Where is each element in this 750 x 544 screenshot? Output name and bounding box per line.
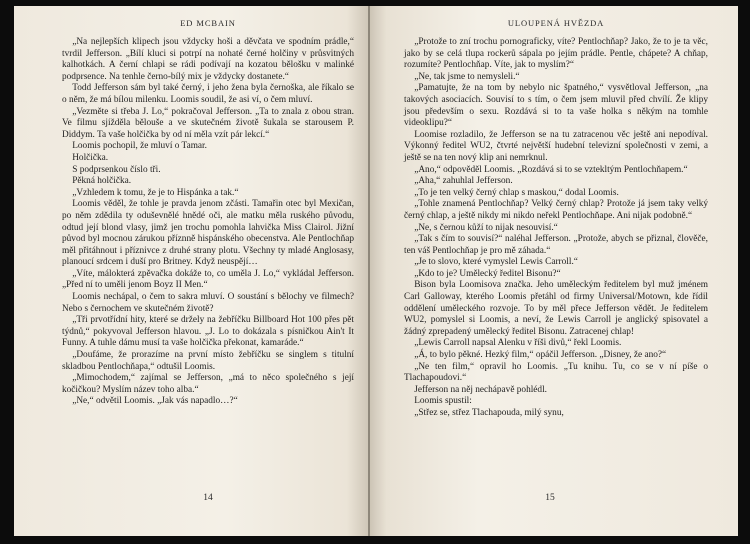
paragraph: Holčička. xyxy=(72,152,109,163)
paragraph: S podprsenkou číslo tři. xyxy=(72,164,161,175)
paragraph: „Střez se, střez Tlachapouda, milý synu, xyxy=(414,408,564,418)
right-page-text xyxy=(404,37,708,420)
paragraph: „Vezměte si třeba J. Lo,“ pokračoval Jefferson. „Ta to znala z obou stran. Ve filmu sjížděla bělouše a ve skutečném životě šukala se starousem P. Diddym. Ta vaše holčička by od ní měla vzít pár lekcí.“ xyxy=(62,106,354,140)
paragraph: „Kdo to je? Umělecký ředitel Bisonu?“ xyxy=(414,268,561,279)
paragraph: „Aha,“ zahuhlal Jefferson. xyxy=(414,176,513,187)
book-gutter xyxy=(368,6,370,536)
left-page-text xyxy=(62,37,354,408)
paragraph: Loomis pochopil, že mluví o Tamar. xyxy=(72,141,207,152)
book-spread xyxy=(14,6,738,536)
paragraph: Loomise rozladilo, že Jefferson se na tu zatracenou věc ještě ani nepodíval. Výkonný ředitel WU2, čtvrté největší hudební televizní společnosti v zemi, a ještě se na ten nový klip ani nemrknul. xyxy=(404,129,708,163)
paragraph: „Á, to bylo pěkné. Hezký film,“ opáčil Jefferson. „Disney, že ano?“ xyxy=(414,350,667,361)
paragraph: Loomis spustil: xyxy=(414,396,472,407)
paragraph: „Ne, tak jsme to nemysleli.“ xyxy=(414,71,520,82)
paragraph: „Tři prvotřídní hity, které se držely na žebříčku Billboard Hot 100 přes pět týdnů,“ pokyvoval Jefferson hlavou. „J. Lo to dokázala s písničkou Ain't It Funny. A tuhle dámu musí ta vaše holčička překonat, kamaráde.“ xyxy=(62,315,354,349)
paragraph: „Je to slovo, které vymyslel Lewis Carroll.“ xyxy=(414,257,578,268)
paragraph: „Mimochodem,“ zajímal se Jefferson, „má to něco společného s její kočičkou? Myslím název toho alba.“ xyxy=(62,373,354,395)
paragraph: Loomis věděl, že tohle je pravda jenom zčásti. Tamařin otec byl Mexičan, po něm zdědila ty oduševnělé hnědé oči, ale matku měla ruského původu, odtud její blond vlasy, jimž jen trochu pomohla lahvička Miss Clairol. Jižní původ byl mocnou zárukou příznně hispánského obecenstva. Ale Pentlochňap měl přitáhnout i příznivce z druhé strany plotu. Všechny ty mladé Anglosasy, planoucí srdcem i duší pro Britney. Když neuspějí… xyxy=(62,199,354,268)
paragraph: „Na nejlepších klipech jsou vždycky hoši a děvčata ve spodním prádle,“ tvrdil Jefferson. „Bílí kluci si potrpí na nohaté černé holčiny v průsvitných kalhotkách. A černí chlapi se rádi podívají na kozatou bělošku v malinké podprsence. Na tenhle černo-bílý mix je vždycky dostanete.“ xyxy=(62,37,354,82)
paragraph: „To je ten velký černý chlap s maskou,“ dodal Loomis. xyxy=(414,187,619,198)
paragraph: „Ne, s černou kůží to nijak nesouvisí.“ xyxy=(414,222,558,233)
page-number-left: 14 xyxy=(203,493,213,503)
running-header-author: ED MCBAIN xyxy=(180,18,236,28)
paragraph: Jefferson na něj nechápavě pohlédl. xyxy=(414,384,547,395)
paragraph: „Pamatujte, že na tom by nebylo nic špatného,“ vysvětloval Jefferson, „na takových asociacích. Souvisí to s tím, o čem jsem mluvil před chvílí. Že klipy jsou především o sexu. Rozdává si to ta vaše holka s někým na tomhle videoklipu?“ xyxy=(404,83,708,129)
paragraph: „Ne ten film,“ opravil ho Loomis. „Tu knihu. Tu, co se v ní píše o Tlachapoudovi.“ xyxy=(404,361,708,384)
paragraph: „Tohle znamená Pentlochňap? Velký černý chlap? Protože já jsem taky velký černý chlap, a ještě nikdy mi nikdo neřekl Pentlochňape. Ani nijak podobně.“ xyxy=(404,199,708,221)
paragraph: „Ano,“ odpověděl Loomis. „Rozdává si to se vztekltým Pentlochňapem.“ xyxy=(414,164,688,175)
page-number-right: 15 xyxy=(545,493,555,503)
paragraph: „Protože to zní trochu pornograficky, víte? Pentlochňap? Jako, že to je ta věc, jako by se celá tlupa rockerů sápala po jejím prádle. Pentle, chápete? A chňap, rozumíte? Pentlochňap. Víte, jak to myslím?“ xyxy=(404,37,708,71)
paragraph: Todd Jefferson sám byl také černý, i jeho žena byla černoška, ale říkalo se o něm, že má bílou milenku. Loomis soudil, že asi ví, o čem mluví. xyxy=(62,83,354,105)
paragraph: „Tak s čím to souvisí?“ naléhal Jefferson. „Protože, abych se přiznal, člověče, ten váš Pentlochňap je pro mě záhada.“ xyxy=(404,234,708,256)
paragraph: Pěkná holčička. xyxy=(72,176,132,187)
paragraph: „Vzhledem k tomu, že je to Hispánka a tak.“ xyxy=(72,187,239,198)
paragraph: Bison byla Loomisova značka. Jeho uměleckým ředitelem byl muž jménem Carl Galloway, kterého Loomis přetáhl od firmy Universal/Motown, kde řídil oddělení uměleckého rozvoje. To by měl přece Jefferson vědět. Je ředitelem WU2, pomyslel si Loomis, a neví, že Lewis Carroll je anglický spisovatel a žádný zprepadený umělecký ředitel Bisonu. Zatracenej chlap! xyxy=(404,280,708,337)
left-page xyxy=(14,6,368,536)
paragraph: Loomis nechápal, o čem to sakra mluví. O soustání s bělochy ve filmech? Nebo s černochem ve skutečném životě? xyxy=(62,292,354,314)
paragraph: „Doufáme, že prorazíme na první místo žebříčku se singlem s titulní skladbou Pentlochňapa,“ odtušil Loomis. xyxy=(62,350,354,372)
running-header-title: ULOUPENÁ HVĚZDA xyxy=(507,18,605,28)
paragraph: „Víte, málokterá zpěvačka dokáže to, co uměla J. Lo,“ vykládal Jefferson. „Před ní to uměli jenom Boyz II Men.“ xyxy=(62,268,354,291)
paragraph: „Ne,“ odvětil Loomis. „Jak vás napadlo…?“ xyxy=(72,396,238,407)
paragraph: „Lewis Carroll napsal Alenku v říši divů,“ řekl Loomis. xyxy=(414,338,622,349)
right-page xyxy=(368,6,738,536)
